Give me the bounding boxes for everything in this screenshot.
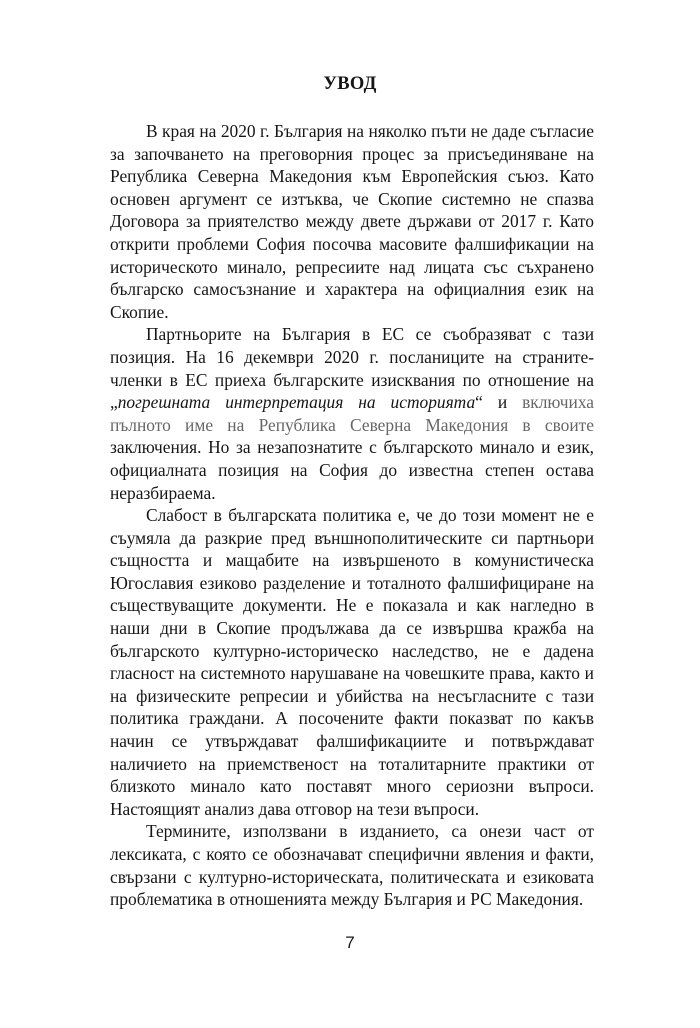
- paragraph-2-text-end: заключения. Но за незапознатите с българското минало и език, официалната позиция на София до известна степен остава неразбираема.: [110, 437, 594, 503]
- document-body: [110, 120, 594, 911]
- paragraph-1: В края на 2020 г. България на няколко пъти не даде съгласие за започването на преговорния процес за присъединяване на Република Северна Македония към Европейския съюз. Като основен аргумент се изтъква, че Скопие системно не спазва Договора за приятелство между двете държави от 2017 г. Като открити проблеми София посочва масовите фалшификации на историческото минало, репресиите над лицата със съхранено българско самосъзнание и характера на официалния език на Скопие.: [110, 121, 594, 322]
- faded-text-segment: включиха пълното име на Република Северна Македония в своите: [110, 392, 594, 435]
- paragraph-4: Термините, използвани в изданието, са онези част от лексиката, с която се обозначават специфични явления и факти, свързани с културно-историческата, политическата и езиковата проблематика в отношенията между България и РС Македония.: [110, 821, 594, 910]
- paragraph-2: [110, 323, 594, 504]
- page-number: 7: [345, 933, 355, 952]
- page-title: УВОД: [323, 74, 377, 94]
- paragraph-2-text-middle: “ и: [475, 392, 523, 413]
- italic-quote: погрешната интерпретация на историята: [117, 392, 476, 413]
- paragraph-2-text-start: Партньорите на България в ЕС се съобразяват с тази позиция. На 16 декември 2020 г. посланиците на страните-членки в ЕС приеха българските изисквания по отношение на „: [110, 324, 594, 413]
- paragraph-3: Слабост в българската политика е, че до този момент не е съумяла да разкрие пред външнополитическите си партньори същността и мащабите на извършеното в комунистическа Югославия езиково разделение и тоталното фалшифициране на съществуващите документи. Не е показала и как нагледно в наши дни в Скопие продължава да се извършва кражба на българското културно-историческо наследство, не е дадена гласност на системното нарушаване на човешките права, както и на физическите репресии и убийства на несъгласните с тази политика граждани. А посочените факти показват по какъв начин се утвърждават фалшификациите и потвърждават наличието на приемственост на тоталитарните практики от близкото минало като поставят много сериозни въпроси. Настоящият анализ дава отговор на тези въпроси.: [110, 505, 594, 819]
